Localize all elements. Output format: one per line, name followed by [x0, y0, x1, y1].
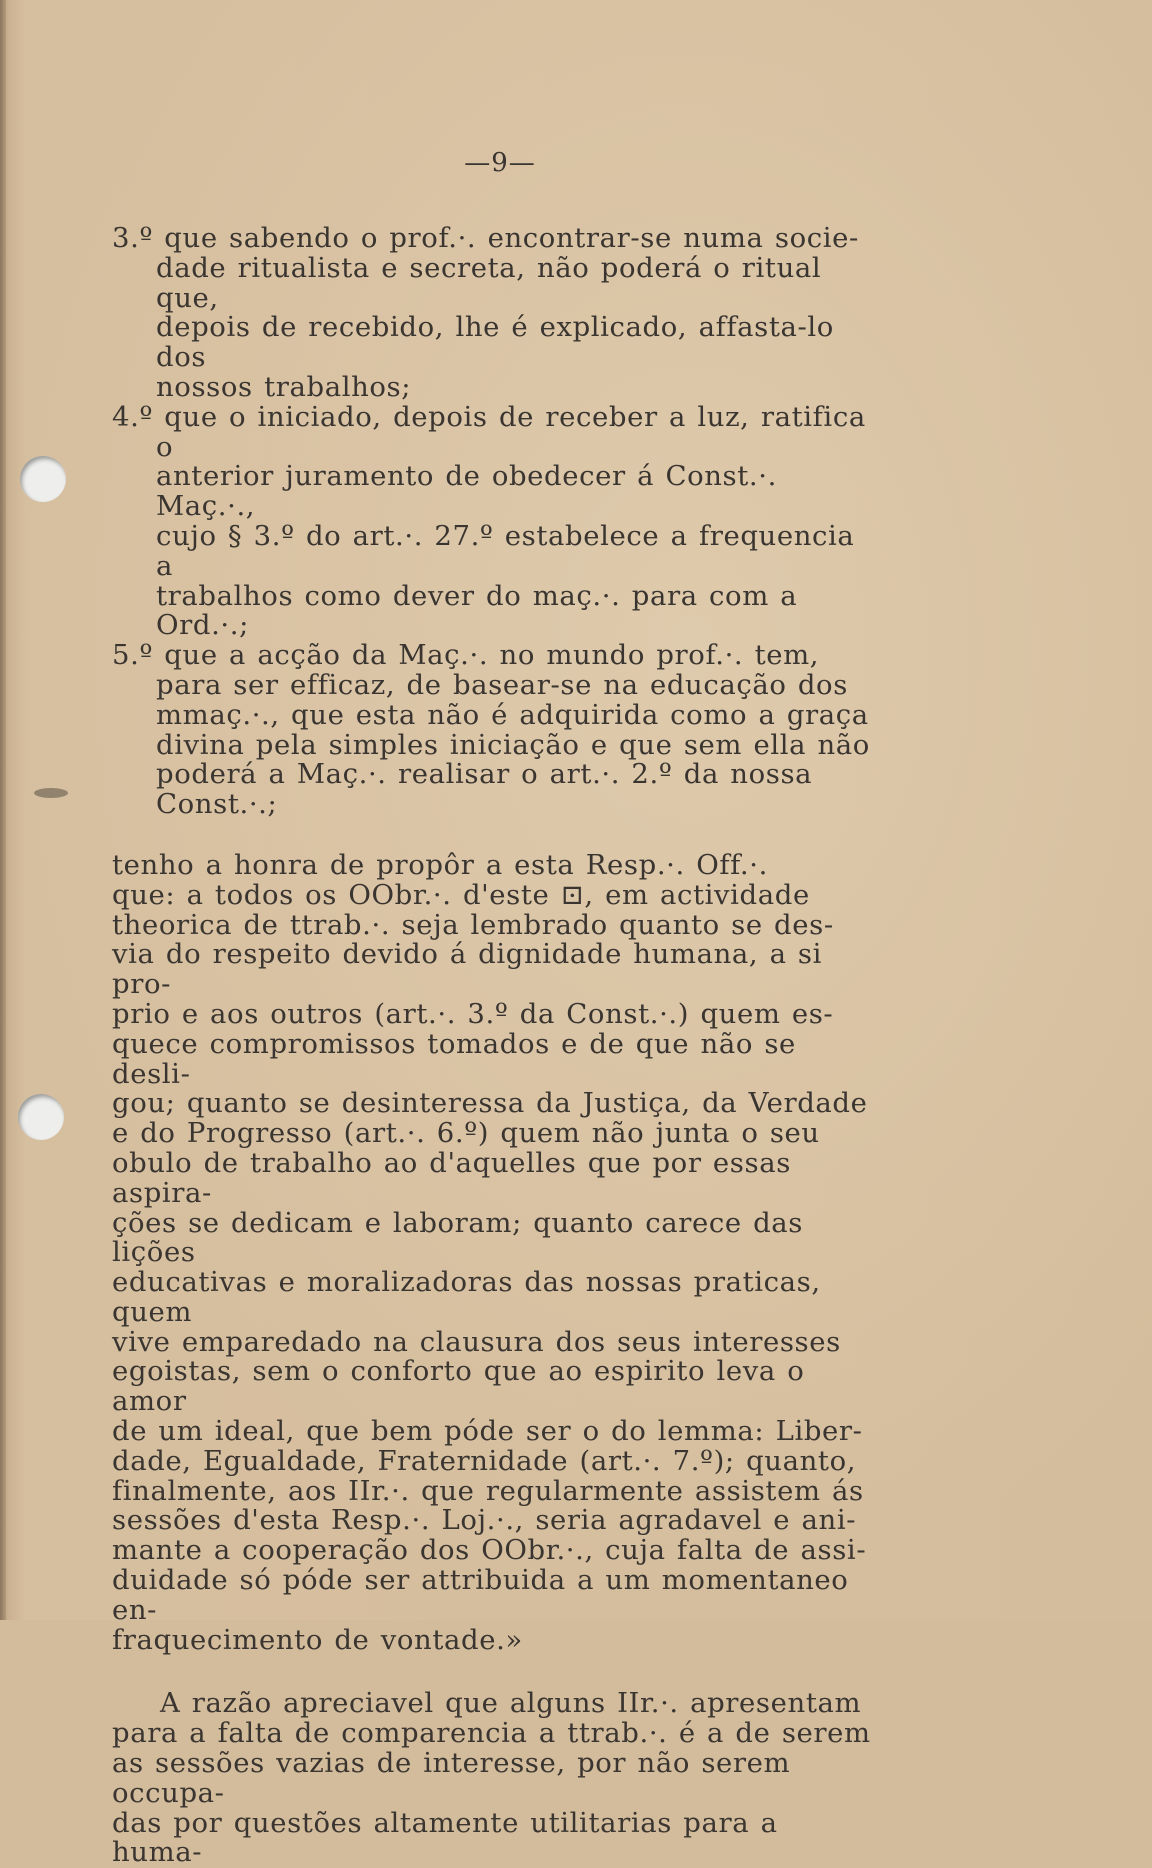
paragraph-reason: A razão apreciavel que alguns IIr.·. apresentam para a falta de comparencia a ttrab.·. é a de serem as sessões vazias de interesse, por não serem occupa- das por questões altamente utilitarias para a huma- [112, 1687, 871, 1868]
list-item: 3.º que sabendo o prof.·. encontrar-se numa socie- dade ritualista e secreta, não poderá o ritual que, depois de recebido, lhe é explicado, affasta-lo dos nossos trabalhos; [112, 222, 859, 403]
body-text [112, 224, 877, 1868]
ink-stain [34, 788, 68, 798]
list-item: 4.º que o iniciado, depois de receber a luz, ratifica o anterior juramento de obedecer á Const.·. Maç.·., cujo § 3.º do art.·. 27.º estabelece a frequencia a trabalhos como dever do maç.·. para com a Ord.·.; [112, 400, 866, 642]
page-number: —9— [464, 148, 536, 178]
punch-hole-lower [18, 1094, 64, 1140]
paragraph-proposal: tenho a honra de propôr a esta Resp.·. Off.·. que: a todos os OObr.·. d'este ⊡, em actividade theorica de ttrab.·. seja lembrado quanto se des- via do respeito devido á dignidade humana, a si pro- prio e aos outros (art.·. 3.º da Const.·.) quem es- quece compromissos tomados e de que não se desli- gou; quanto se desinteressa da Justiça, da Verdade e do Progresso (art.·. 6.º) quem não junta o seu obulo de trabalho ao d'aquelles que por essas aspira- ções se dedicam e laboram; quanto carece das lições educativas e moralizadoras das nossas praticas, quem vive emparedado na clausura dos seus interesses egoistas, sem o conforto que ao espirito leva o amor de um ideal, que bem póde ser o do lemma: Liber- dade, Egualdade, Fraternidade (art.·. 7.º); quanto, finalmente, aos IIr.·. que regularmente assistem ás sessões d'esta Resp.·. Loj.·., seria agradavel e ani- mante a cooperação dos OObr.·., cuja falta de assi- duidade só póde ser attribuida a um momentaneo en- fraquecimento de vontade.» [112, 848, 868, 1656]
list-item: 5.º que a acção da Maç.·. no mundo prof.·. tem, para ser efficaz, de basear-se na educação dos mmaç.·., que esta não é adquirida como a graça divina pela simples iniciação e que sem ella não poderá a Maç.·. realisar o art.·. 2.º da nossa Const.·.; [112, 639, 870, 821]
punch-hole-upper [20, 456, 66, 502]
page-binding-edge [0, 0, 6, 1620]
